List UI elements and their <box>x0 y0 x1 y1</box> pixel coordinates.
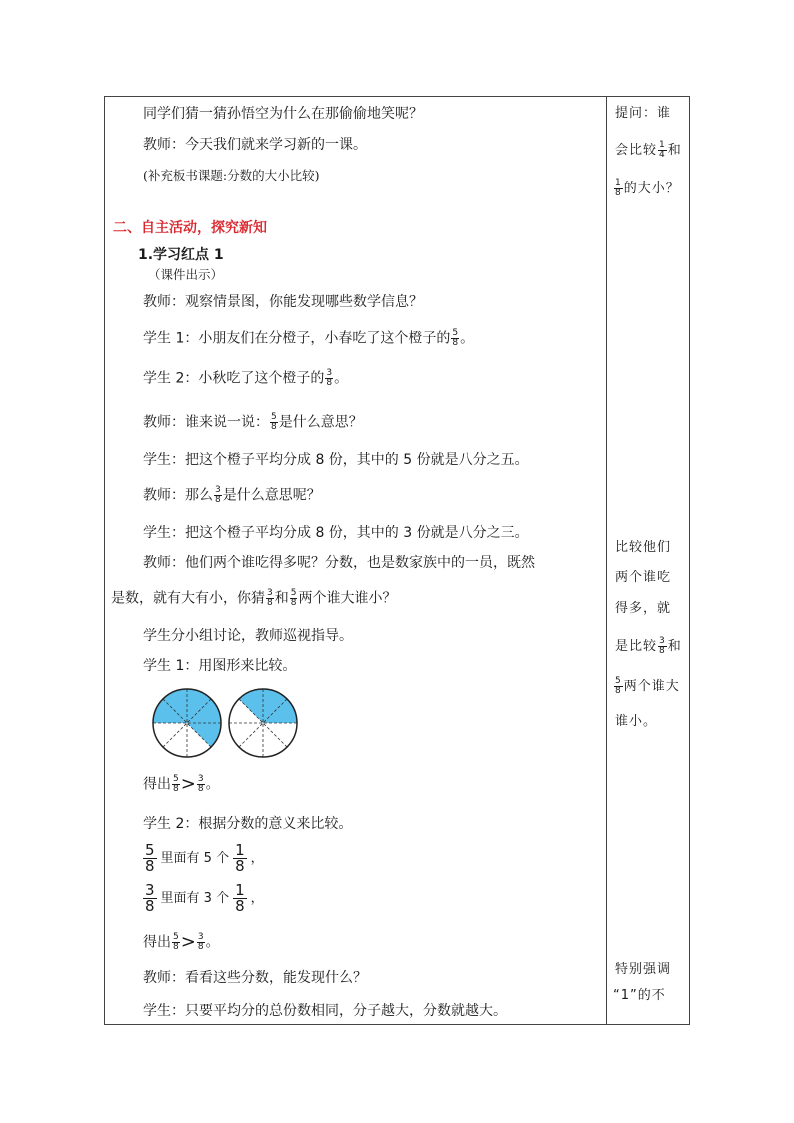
text-line: 同学们猜一猜孙悟空为什么在那偷偷地笑呢？ <box>143 106 423 122</box>
text-line: 学生 1：小朋友们在分橙子，小春吃了这个橙子的 $\frac{5}{8}$ 。 <box>143 328 475 348</box>
side-note: 谁小。 <box>615 714 658 729</box>
side-note: 会比较 $\frac{1}{4}$ 和 <box>615 140 682 160</box>
side-note: 特别强调 <box>615 962 672 977</box>
fraction-one-eighth: $\frac{1}{8}$ <box>235 841 245 875</box>
lesson-plan-table <box>104 96 690 1025</box>
side-note: 得多，就 <box>615 601 672 616</box>
sub-heading: 1.学习红点 1 <box>138 247 224 263</box>
text-line: 教师：他们两个谁吃得多呢？分数，也是数家族中的一员，既然 <box>143 555 535 571</box>
section-heading: 二、自主活动，探究新知 <box>113 220 267 236</box>
fraction-three-eighths: $\frac{3}{8}$ <box>267 588 273 608</box>
text-line: 教师：谁来说一说： $\frac{5}{8}$ 是什么意思？ <box>143 412 363 432</box>
text-line: 是数，就有大有小，你猜 $\frac{3}{8}$ 和 $\frac{5}{8}$ 两个谁大谁小？ <box>111 588 397 608</box>
text-line: 学生 2：根据分数的意义来比较。 <box>143 816 353 832</box>
text-line: 学生：把这个橙子平均分成 8 份，其中的 3 份就是八分之三。 <box>143 525 529 541</box>
text-line: 教师：看看这些分数，能发现什么？ <box>143 970 367 986</box>
fraction-five-eighths: $\frac{5}{8}$ <box>173 774 179 794</box>
fraction-five-eighths: $\frac{5}{8}$ <box>290 588 297 608</box>
circle-three-eighths <box>227 687 299 759</box>
side-note: 是比较 $\frac{3}{8}$ 和 <box>615 636 682 656</box>
side-note: $\frac{1}{8}$ 的大小？ <box>615 178 680 198</box>
text-line: 学生：把这个橙子平均分成 8 份，其中的 5 份就是八分之五。 <box>143 452 529 468</box>
text-line: 学生分小组讨论，教师巡视指导。 <box>143 628 353 644</box>
fraction-five-eighths: $\frac{5}{8}$ <box>173 932 179 952</box>
text-line: 学生 2：小秋吃了这个橙子的 $\frac{3}{8}$ 。 <box>143 368 349 388</box>
fraction-one-eighth: $\frac{1}{8}$ <box>615 178 622 198</box>
fraction-three-eighths: $\frac{3}{8}$ <box>215 485 221 505</box>
fraction-one-eighth: $\frac{1}{8}$ <box>235 881 245 915</box>
fraction-one-quarter: $\frac{1}{4}$ <box>659 140 666 160</box>
fraction-three-eighths: $\frac{3}{8}$ <box>326 368 333 388</box>
side-note: 比较他们 <box>615 540 672 555</box>
fraction-three-eighths: $\frac{3}{8}$ <box>197 774 204 794</box>
text-line: 教师：今天我们就来学习新的一课。 <box>143 137 367 153</box>
fraction-five-eighths: $\frac{5}{8}$ <box>615 676 622 696</box>
column-divider <box>606 97 607 1024</box>
text-line: 得出 $\frac{5}{8}$ > $\frac{3}{8}$ 。 <box>143 931 220 953</box>
fraction-five-eighths: $\frac{5}{8}$ <box>271 412 277 432</box>
fraction-three-eighths: $\frac{3}{8}$ <box>659 636 666 656</box>
text-line: $\frac{3}{8}$ 里面有 3 个 $\frac{1}{8}$ ， <box>145 881 264 915</box>
fraction-three-eighths: $\frac{3}{8}$ <box>197 932 204 952</box>
side-note: 两个谁吃 <box>615 570 672 585</box>
text-line: 教师：那么 $\frac{3}{8}$ 是什么意思呢？ <box>143 485 321 505</box>
courseware-note: （课件出示） <box>148 267 224 282</box>
fraction-five-eighths: $\frac{5}{8}$ <box>145 841 155 875</box>
side-note: “1”的不 <box>613 988 666 1003</box>
circle-five-eighths <box>151 687 223 759</box>
text-line: $\frac{5}{8}$ 里面有 5 个 $\frac{1}{8}$ ， <box>145 841 264 875</box>
fraction-five-eighths: $\frac{5}{8}$ <box>452 328 459 348</box>
text-line: 学生 1：用图形来比较。 <box>143 658 297 674</box>
side-note: $\frac{5}{8}$ 两个谁大 <box>615 676 680 696</box>
text-line: 学生：只要平均分的总份数相同，分子越大，分数就越大。 <box>143 1003 507 1019</box>
text-line: 得出 $\frac{5}{8}$ > $\frac{3}{8}$ 。 <box>143 773 220 795</box>
side-note: 提问：谁 <box>615 106 672 121</box>
text-line: 教师：观察情景图，你能发现哪些数学信息？ <box>143 294 423 310</box>
fraction-three-eighths: $\frac{3}{8}$ <box>145 881 155 915</box>
board-note: (补充板书课题:分数的大小比较) <box>143 168 320 183</box>
